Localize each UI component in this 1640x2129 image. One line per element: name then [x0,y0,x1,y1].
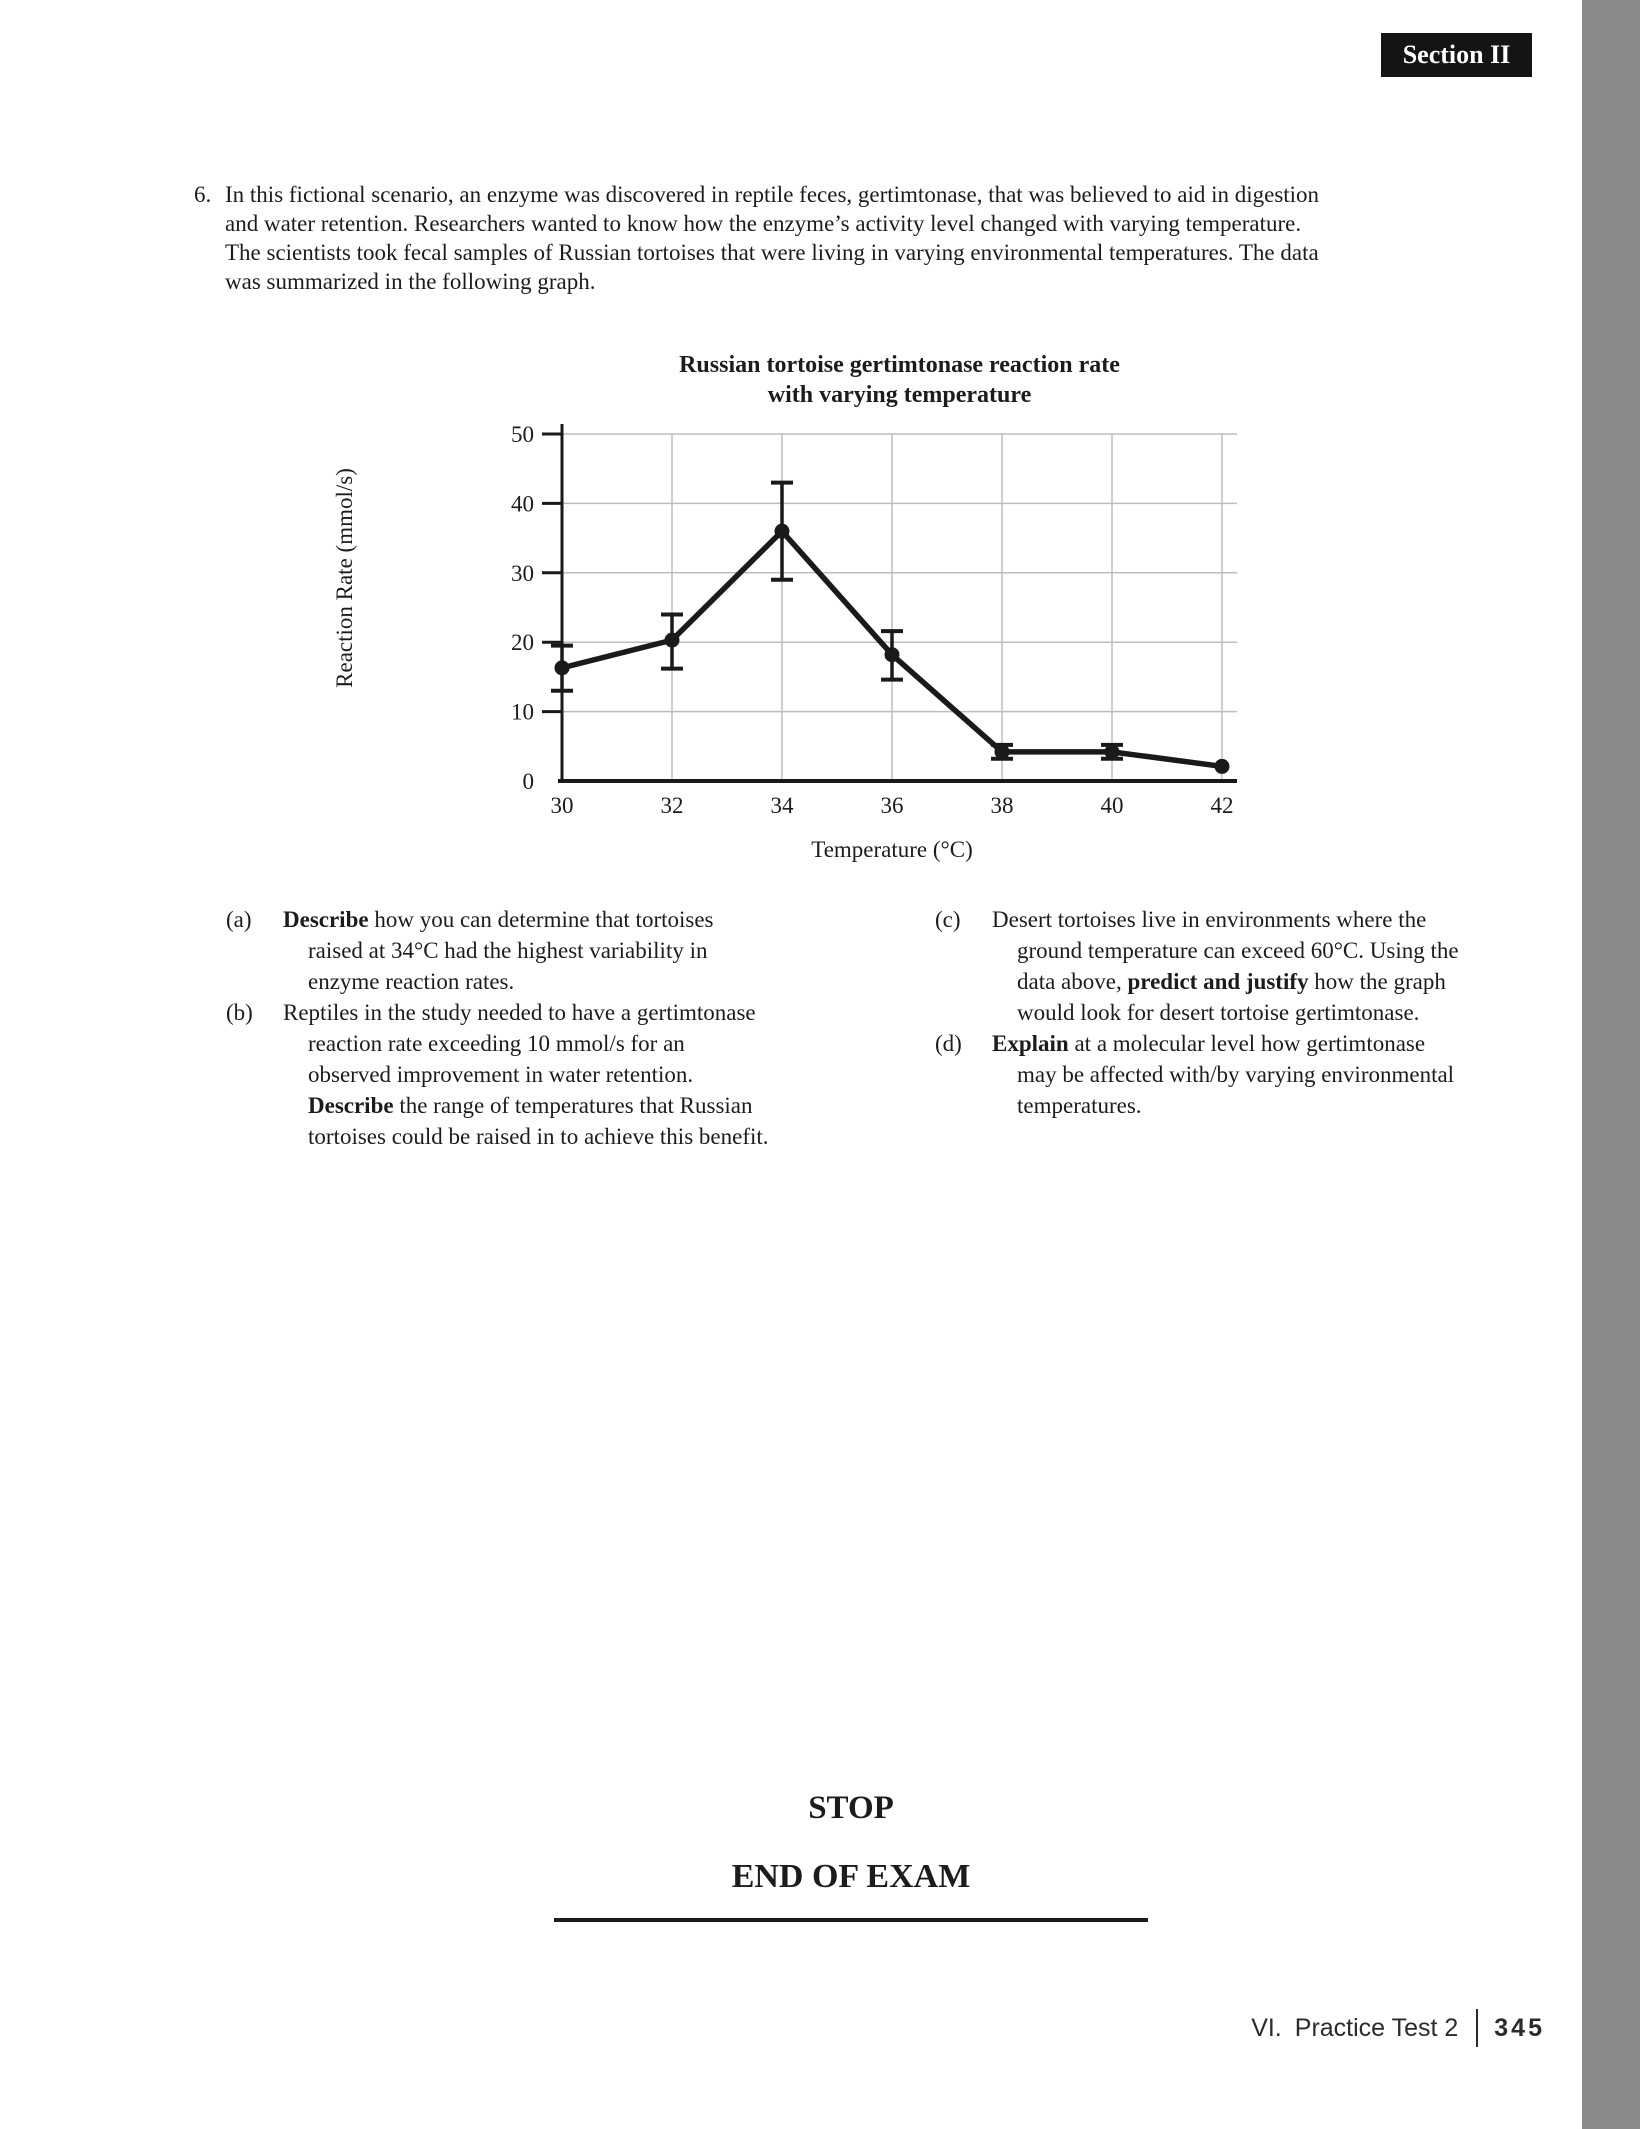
question-text-line: In this fictional scenario, an enzyme was discovered in reptile feces, gertimtonase, that was believed to aid in digestion [225,182,1320,207]
sub-question-text-line: Desert tortoises live in environments where the [992,907,1427,932]
sub-question-text-line: raised at 34°C had the highest variability in [308,938,708,963]
sub-question-text-line: tortoises could be raised in to achieve this benefit. [308,1124,769,1149]
question-text [225,180,1554,296]
y-tick-label: 40 [511,491,534,517]
sub-question-text-line: would look for desert tortoise gertimtonase. [1017,1000,1420,1025]
subquestions-left-column [226,904,866,1152]
question-6 [194,180,1554,296]
sub-question-b [226,997,866,1152]
question-text-line: was summarized in the following graph. [225,269,596,294]
footer-title: Practice Test 2 [1294,2013,1459,2042]
sub-question-a [226,904,866,997]
y-tick-label: 10 [511,699,534,725]
sub-question-text-line: reaction rate exceeding 10 mmol/s for an [308,1031,685,1056]
sub-question-text-line: data above, predict and justify how the graph [1017,969,1446,994]
question-text-line: The scientists took fecal samples of Russian tortoises that were living in varying environmental temperatures. The data [225,240,1319,265]
section-badge: Section II [1381,33,1532,77]
footer-separator [1476,2009,1478,2047]
reaction-rate-line-chart [330,340,1250,870]
end-of-exam-label: END OF EXAM [731,1858,971,1895]
y-tick-label: 50 [511,422,534,447]
x-tick-label: 42 [1210,793,1234,818]
chart-title-line-1: Russian tortoise gertimtonase reaction rate [679,352,1120,378]
x-tick-label: 38 [990,793,1014,818]
x-tick-label: 40 [1100,793,1124,818]
page-footer [1100,2006,1545,2050]
sub-question-text-line: temperatures. [1017,1093,1142,1118]
sub-question-text-line: Describe the range of temperatures that Russian [308,1093,753,1118]
sub-question-label: (a) [226,907,252,932]
question-number: 6. [194,182,212,207]
sub-question-label: (c) [935,907,961,932]
sub-question-text-line: ground temperature can exceed 60°C. Using the [1017,938,1459,963]
sub-question-d [935,1028,1555,1121]
sub-question-text-line: enzyme reaction rates. [308,969,515,994]
footer-page-number: 345 [1494,2013,1545,2042]
x-tick-label: 30 [550,793,574,818]
x-tick-label: 34 [770,793,794,818]
data-point [885,647,900,662]
stop-label: STOP [808,1790,894,1826]
sub-question-text-line: Reptiles in the study needed to have a gertimtonase [283,1000,756,1025]
y-tick-label: 0 [522,769,534,794]
y-tick-label: 20 [511,630,534,656]
sub-question-label: (b) [226,1000,253,1025]
data-point [1105,744,1120,759]
sub-question-text-line: observed improvement in water retention. [308,1062,694,1087]
question-text-line: and water retention. Researchers wanted to know how the enzyme’s activity level changed with varying temperature. [225,211,1302,236]
page-edge-bar [1582,0,1640,2129]
data-point [665,633,680,648]
end-rule [554,1918,1148,1922]
data-point [1215,759,1230,774]
footer-chapter: VI. [1251,2013,1282,2042]
sub-question-text-line: Explain at a molecular level how gertimtonase [992,1031,1426,1056]
y-tick-label: 30 [511,560,534,586]
sub-question-text-line: Describe how you can determine that tortoises [283,907,714,932]
data-point [995,744,1010,759]
sub-question-text-line: may be affected with/by varying environmental [1017,1062,1455,1087]
subquestions-right-column [935,904,1555,1121]
sub-question-label: (d) [935,1031,962,1056]
end-of-exam-block [554,1790,1148,1922]
x-tick-label: 32 [660,793,684,818]
x-tick-label: 36 [880,793,904,818]
y-axis-title: Reaction Rate (mmol/s) [332,468,357,688]
x-axis-title: Temperature (°C) [811,837,973,862]
data-point [555,660,570,675]
chart-title-line-2: with varying temperature [767,382,1032,408]
sub-question-c [935,904,1555,1028]
data-point [775,524,790,539]
